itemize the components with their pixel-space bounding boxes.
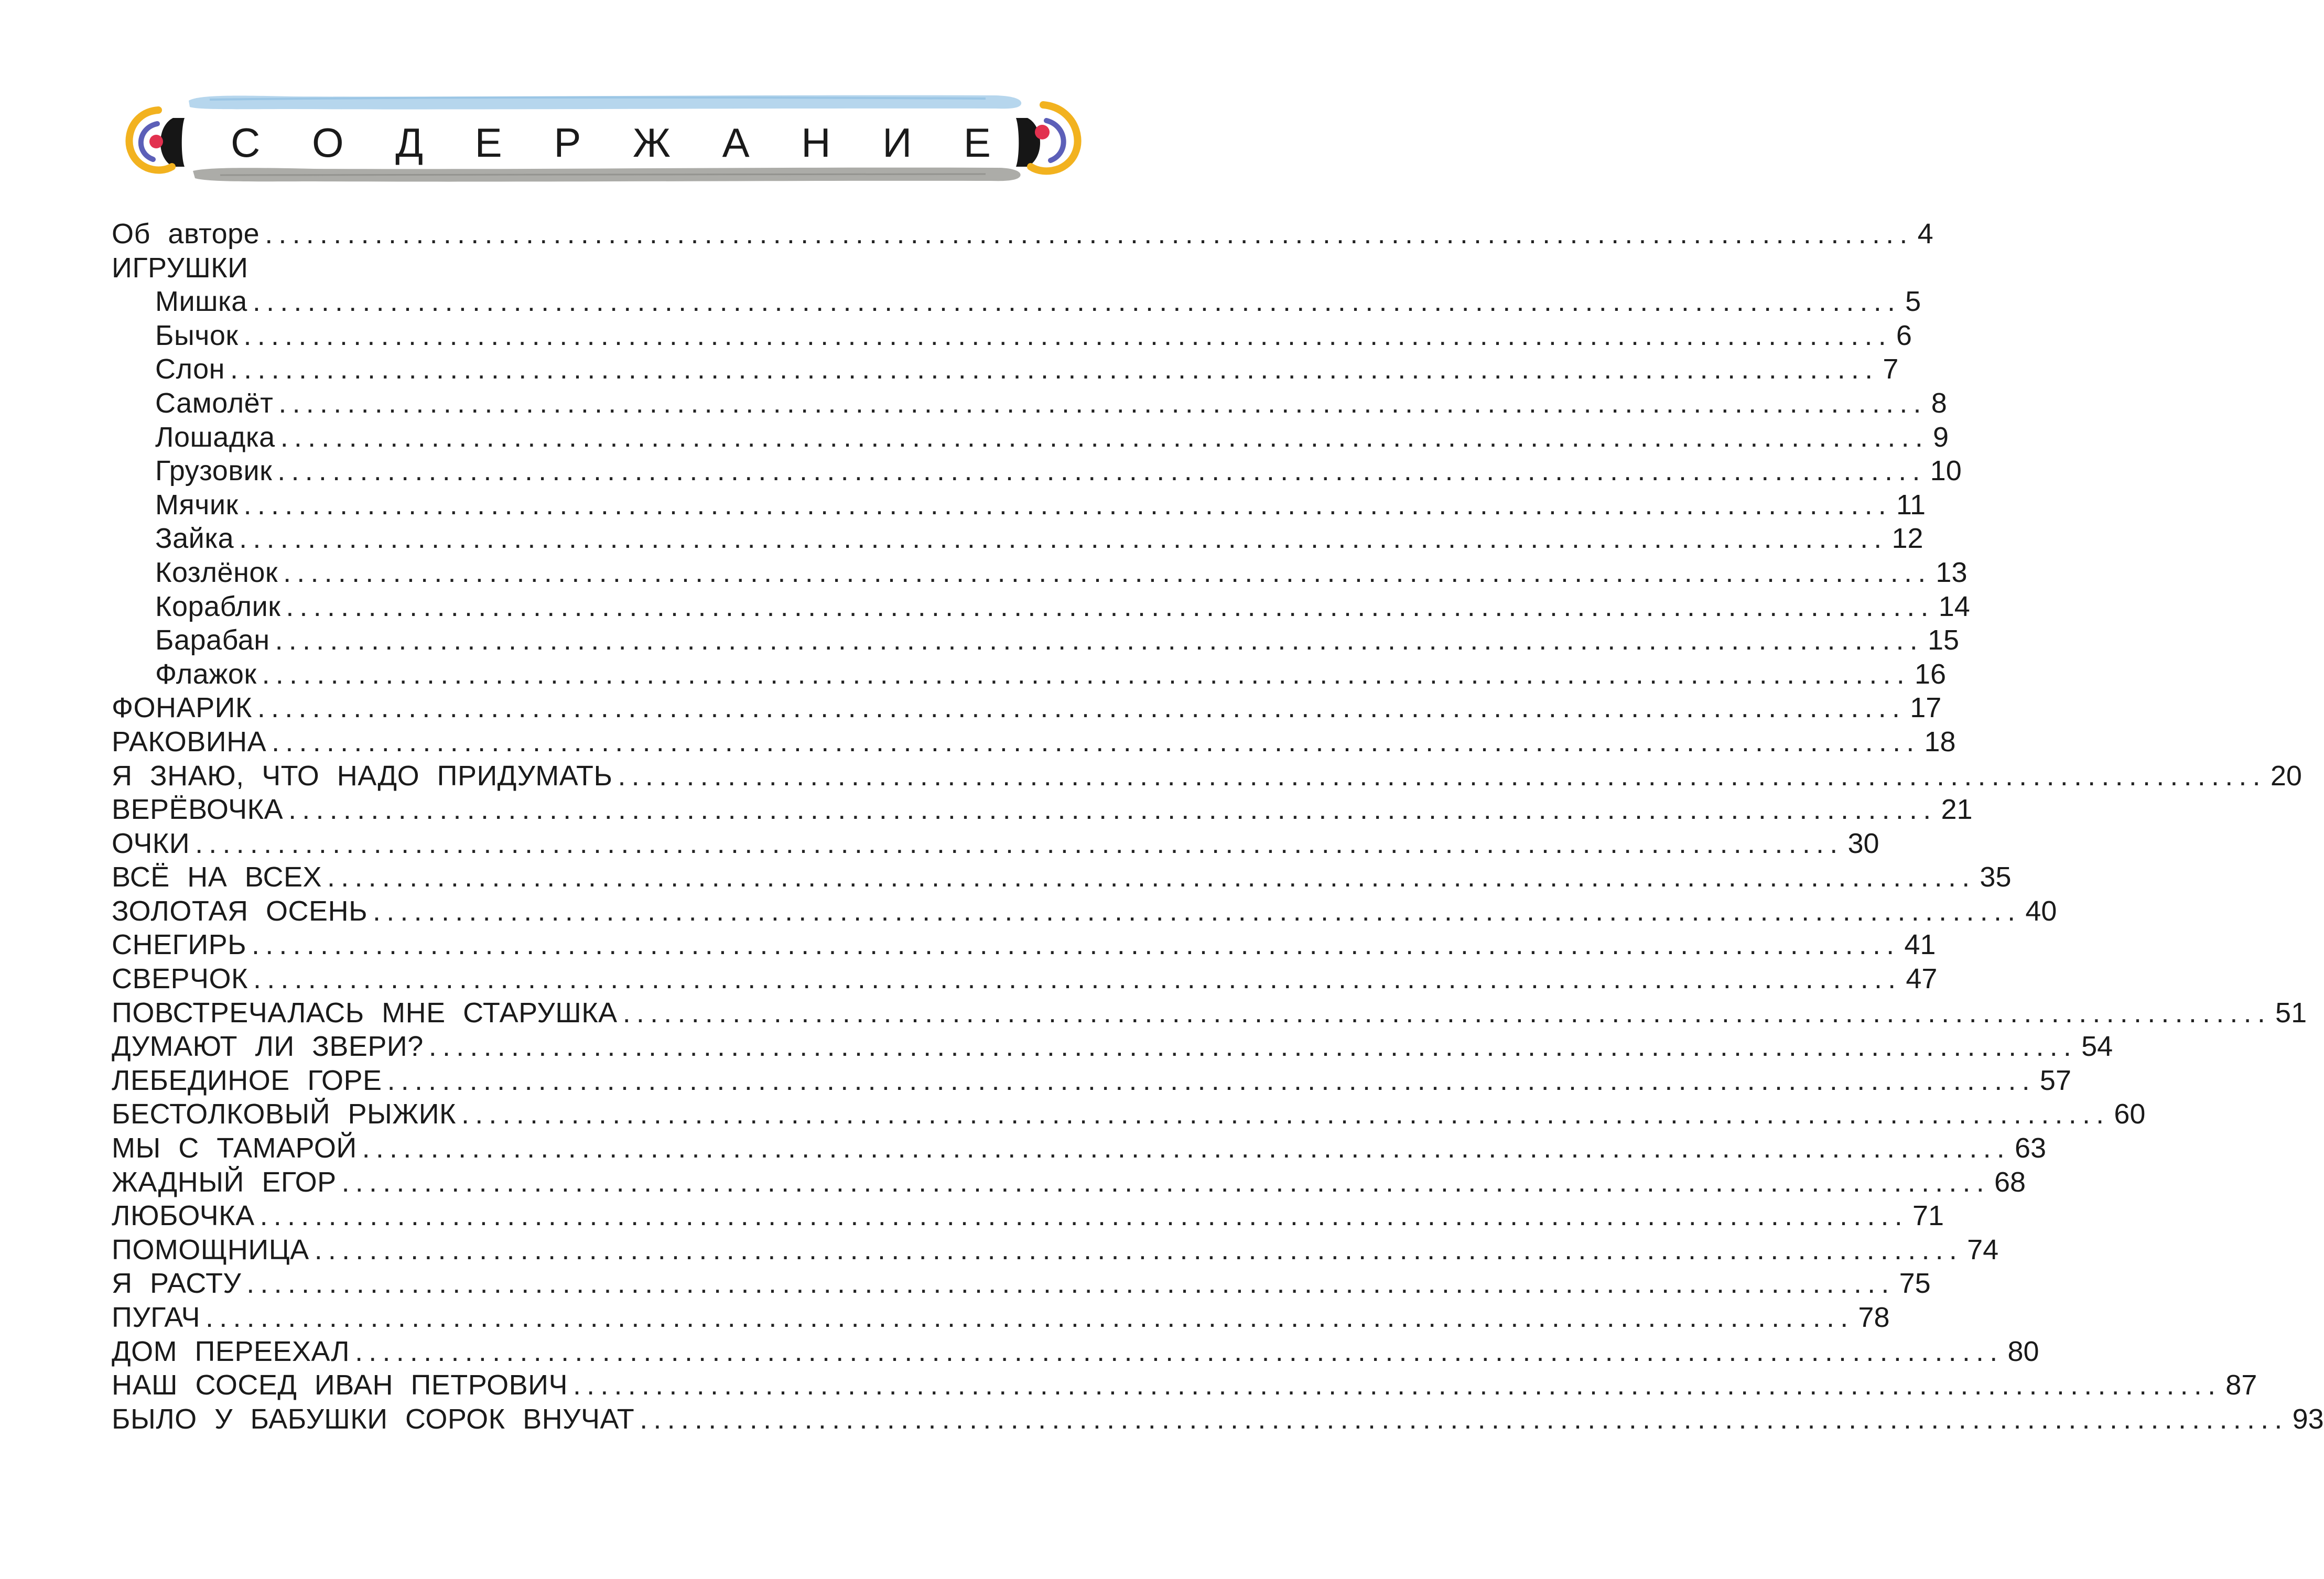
toc-page-number: 9 bbox=[1933, 421, 1949, 453]
toc-page-number: 54 bbox=[2081, 1031, 2113, 1063]
toc-entry bbox=[112, 827, 1879, 861]
heading-letter: С bbox=[231, 119, 261, 166]
dot-leader: ........................................................................................................................ bbox=[243, 489, 1893, 521]
right-swirl-ornament-icon bbox=[1016, 105, 1078, 171]
toc-page-number: 18 bbox=[1924, 726, 1956, 758]
toc-page-number: 87 bbox=[2225, 1369, 2257, 1401]
toc-entry bbox=[112, 1301, 1890, 1335]
toc-entry bbox=[112, 928, 1936, 962]
toc-entry bbox=[112, 894, 2057, 928]
toc-entry bbox=[112, 691, 1942, 725]
toc-entry-title: РАКОВИНА bbox=[112, 726, 267, 758]
toc-entry-title: НАШ СОСЕД ИВАН ПЕТРОВИЧ bbox=[112, 1369, 568, 1401]
dot-leader: ........................................................................................................................ bbox=[265, 218, 1914, 250]
heading-letter: Е bbox=[963, 119, 991, 166]
toc-subentry bbox=[112, 522, 1923, 556]
dot-leader: ........................................................................................................................ bbox=[206, 1302, 1854, 1333]
toc-page-number: 5 bbox=[1905, 286, 1921, 318]
dot-leader: ........................................................................................................................ bbox=[253, 963, 1902, 995]
toc-entry-title: Мячик bbox=[155, 489, 239, 521]
toc-page-number: 47 bbox=[1906, 963, 1938, 995]
toc-page-number: 13 bbox=[1936, 556, 1968, 588]
dot-leader: ........................................................................................................................ bbox=[461, 1098, 2110, 1130]
toc-page-number: 57 bbox=[2039, 1064, 2071, 1096]
dot-leader: ........................................................................................................................ bbox=[252, 929, 1900, 961]
toc-page-number: 63 bbox=[2015, 1132, 2047, 1164]
toc-entry-title: ОЧКИ bbox=[112, 827, 190, 859]
dot-leader: ........................................................................................................................ bbox=[327, 861, 1976, 893]
toc-entry-title: Козлёнок bbox=[155, 556, 278, 588]
toc-entry bbox=[112, 1064, 2071, 1098]
heading-letter: О bbox=[311, 119, 344, 166]
toc-entry-title: БЕСТОЛКОВЫЙ РЫЖИК bbox=[112, 1098, 456, 1130]
toc-page-number: 75 bbox=[1899, 1268, 1931, 1300]
dot-leader: ........................................................................................................................ bbox=[260, 1200, 1908, 1232]
toc-page-number: 80 bbox=[2007, 1335, 2039, 1367]
dot-leader: ........................................................................................................................ bbox=[622, 997, 2272, 1029]
toc-entry-title: Я ЗНАЮ, ЧТО НАДО ПРИДУМАТЬ bbox=[112, 760, 613, 792]
dot-leader: ........................................................................................................................ bbox=[283, 556, 1932, 588]
toc-page-number: 11 bbox=[1896, 489, 1926, 521]
toc-page-number: 30 bbox=[1847, 827, 1879, 859]
dot-leader: ........................................................................................................................ bbox=[278, 387, 1927, 419]
toc-entry-title: СНЕГИРЬ bbox=[112, 929, 247, 961]
toc-page-number: 17 bbox=[1910, 692, 1942, 724]
toc-page-number: 10 bbox=[1930, 455, 1962, 487]
toc-entry-title: Бычок bbox=[155, 319, 239, 351]
dot-leader: ........................................................................................................................ bbox=[618, 760, 2266, 792]
toc-entry bbox=[112, 1267, 1931, 1301]
toc-entry-title: Об автоpе bbox=[112, 218, 260, 250]
toc-entry-title: Самолёт bbox=[155, 387, 274, 419]
dot-leader: ........................................................................................................................ bbox=[314, 1234, 1963, 1266]
toc-subentry bbox=[112, 556, 1968, 590]
toc-entry-title: МЫ С ТАМАРОЙ bbox=[112, 1132, 357, 1164]
dot-leader: ........................................................................................................................ bbox=[243, 319, 1892, 351]
toc-section-heading bbox=[112, 251, 1092, 285]
toc-page-number: 16 bbox=[1914, 658, 1947, 690]
dot-leader: ........................................................................................................................ bbox=[246, 1268, 1895, 1300]
toc-entry-title: Лошадка bbox=[155, 421, 275, 453]
dot-leader: ........................................................................................................................ bbox=[572, 1369, 2222, 1401]
dot-leader: ........................................................................................................................ bbox=[280, 421, 1929, 453]
toc-entry bbox=[112, 1131, 2047, 1165]
dot-leader: ........................................................................................................................ bbox=[286, 590, 1934, 622]
toc-page-number: 4 bbox=[1917, 218, 1933, 250]
toc-page-number: 6 bbox=[1896, 319, 1912, 351]
toc-subentry bbox=[112, 319, 1912, 353]
toc-entry-title: ЛЮБОЧКА bbox=[112, 1200, 255, 1232]
toc-entry-title: ЖАДНЫЙ ЕГОР bbox=[112, 1166, 337, 1198]
toc-entry bbox=[112, 217, 1933, 251]
toc-entry bbox=[112, 1402, 2324, 1436]
toc-entry bbox=[112, 1199, 1944, 1233]
toc-page-number: 21 bbox=[1941, 794, 1973, 826]
heading-letter: Ж bbox=[632, 119, 671, 166]
dot-leader: ........................................................................................................................ bbox=[230, 353, 1879, 385]
dot-leader: ........................................................................................................................ bbox=[252, 286, 1901, 318]
left-swirl-ornament-icon bbox=[129, 110, 185, 170]
header-decoration bbox=[0, 0, 1220, 210]
toc-page-number: 41 bbox=[1904, 929, 1936, 961]
toc-entry bbox=[112, 1368, 2257, 1402]
toc-entry-title: ПОМОЩНИЦА bbox=[112, 1234, 309, 1266]
toc-subentry bbox=[112, 623, 1960, 657]
toc-entry bbox=[112, 725, 1956, 759]
toc-entry bbox=[112, 1030, 2113, 1064]
toc-page-number: 14 bbox=[1938, 590, 1970, 622]
toc-entry bbox=[112, 1335, 2039, 1369]
toc-page-number: 7 bbox=[1883, 353, 1899, 385]
toc-entry-title: ВЕРЁВОЧКА bbox=[112, 794, 284, 826]
toc-page-number: 35 bbox=[1980, 861, 2012, 893]
heading-letter: А bbox=[722, 119, 750, 166]
toc-subentry bbox=[112, 454, 1962, 488]
toc-entry bbox=[112, 860, 2012, 894]
toc-page-number: 40 bbox=[2025, 895, 2057, 927]
heading-letter: Е bbox=[474, 119, 502, 166]
toc-entry-title: ЛЕБЕДИНОЕ ГОРЕ bbox=[112, 1064, 382, 1096]
toc-entry-title: БЫЛО У БАБУШКИ СОРОК ВНУЧАТ bbox=[112, 1403, 635, 1435]
toc-subentry bbox=[112, 352, 1899, 386]
dot-leader: ........................................................................................................................ bbox=[373, 895, 2022, 927]
toc-entry bbox=[112, 1233, 1999, 1267]
dot-leader: ........................................................................................................................ bbox=[277, 455, 1926, 487]
toc-page-number: 78 bbox=[1858, 1302, 1890, 1333]
dot-leader: ........................................................................................................................ bbox=[257, 692, 1906, 724]
dot-leader: ........................................................................................................................ bbox=[428, 1031, 2078, 1063]
toc-entry-title: Флажок bbox=[155, 658, 257, 690]
dot-leader: ........................................................................................................................ bbox=[272, 726, 1920, 758]
toc-entry bbox=[112, 759, 2302, 793]
toc-page-number: 71 bbox=[1912, 1200, 1944, 1232]
toc-page-number: 12 bbox=[1891, 523, 1923, 555]
dot-leader: ........................................................................................................................ bbox=[275, 624, 1923, 656]
toc-subentry bbox=[112, 657, 1947, 691]
toc-entry-title: ИГРУШКИ bbox=[112, 252, 248, 284]
toc-subentry bbox=[112, 386, 1947, 420]
toc-entry-title: Слон bbox=[155, 353, 225, 385]
heading-letter: Н bbox=[801, 119, 831, 166]
heading-letter: Д bbox=[395, 119, 424, 166]
toc-entry-title: ДОМ ПЕРЕЕХАЛ bbox=[112, 1335, 350, 1367]
heading-letter: И bbox=[882, 119, 912, 166]
toc-entry-title: Грузовик bbox=[155, 455, 273, 487]
toc-entry-title: Я РАСТУ bbox=[112, 1268, 242, 1300]
dot-leader: ........................................................................................................................ bbox=[288, 794, 1937, 826]
toc-entry-title: ФОНАРИК bbox=[112, 692, 252, 724]
toc-entry bbox=[112, 1097, 2146, 1131]
heading-letter: Р bbox=[554, 119, 581, 166]
toc-entry-title: ДУМАЮТ ЛИ ЗВЕРИ? bbox=[112, 1031, 424, 1063]
toc-page-number: 68 bbox=[1994, 1166, 2026, 1198]
toc-page-number: 15 bbox=[1927, 624, 1960, 656]
contents-heading bbox=[231, 116, 991, 169]
toc-entry-title: ПОВСТРЕЧАЛАСЬ МНЕ СТАРУШКА bbox=[112, 997, 618, 1029]
toc-subentry bbox=[112, 285, 1921, 319]
toc-page-number: 60 bbox=[2114, 1098, 2146, 1130]
toc-entry-title: ВСЁ НА ВСЕХ bbox=[112, 861, 322, 893]
dot-leader: ........................................................................................................................ bbox=[239, 523, 1888, 555]
dot-leader: ........................................................................................................................ bbox=[387, 1064, 2036, 1096]
toc-entry bbox=[112, 962, 1938, 996]
toc-subentry bbox=[112, 590, 1970, 624]
toc-page-number: 51 bbox=[2275, 997, 2307, 1029]
toc-entry-title: Зайка bbox=[155, 523, 234, 555]
dot-leader: ........................................................................................................................ bbox=[640, 1403, 2288, 1435]
toc-entry-title: Барабан bbox=[155, 624, 270, 656]
dot-leader: ........................................................................................................................ bbox=[262, 658, 1910, 690]
toc-entry bbox=[112, 793, 1973, 827]
dot-leader: ........................................................................................................................ bbox=[362, 1132, 2011, 1164]
dot-leader: ........................................................................................................................ bbox=[355, 1335, 2004, 1367]
toc-page-number: 93 bbox=[2292, 1403, 2324, 1435]
toc-entry bbox=[112, 1165, 2026, 1199]
toc-subentry bbox=[112, 420, 1949, 455]
toc-entry-title: СВЕРЧОК bbox=[112, 963, 248, 995]
toc-entry-title: Мишка bbox=[155, 286, 247, 318]
contents-header bbox=[0, 0, 1220, 210]
toc-page-number: 8 bbox=[1931, 387, 1947, 419]
toc-subentry bbox=[112, 488, 1926, 522]
toc-entry bbox=[112, 996, 2307, 1030]
dot-leader: ........................................................................................................................ bbox=[195, 827, 1844, 859]
toc-entry-title: Кораблик bbox=[155, 590, 281, 622]
table-of-contents bbox=[112, 217, 2324, 1436]
toc-entry-title: ЗОЛОТАЯ ОСЕНЬ bbox=[112, 895, 368, 927]
toc-entry-title: ПУГАЧ bbox=[112, 1302, 201, 1333]
dot-leader: ........................................................................................................................ bbox=[341, 1166, 1990, 1198]
toc-page-number: 74 bbox=[1967, 1234, 1999, 1266]
toc-page-number: 20 bbox=[2270, 760, 2302, 792]
